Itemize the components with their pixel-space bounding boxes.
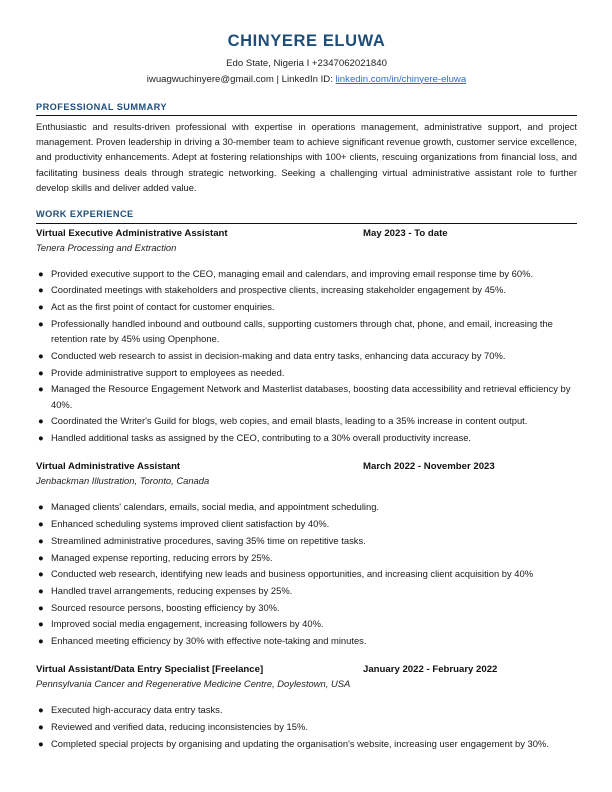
bullet-dot-icon: ● — [38, 534, 44, 546]
bullet-dot-icon: ● — [38, 366, 44, 378]
bullet-item — [36, 516, 577, 531]
bullet-dot-icon: ● — [38, 501, 44, 513]
bullet-item — [36, 365, 577, 380]
job-company: Jenbackman Illustration, Toronto, Canada — [36, 475, 210, 487]
bullet-text: Enhanced meeting efficiency by 30% with effective note-taking and minutes. — [51, 635, 367, 647]
bullet-dot-icon: ● — [38, 737, 44, 749]
bullet-text: Handled additional tasks as assigned by the CEO, contributing to a 30% overall productivity increase. — [51, 432, 472, 444]
bullet-item — [36, 600, 577, 615]
bullet-text: Handled travel arrangements, reducing expenses by 25%. — [51, 584, 293, 596]
bullet-dot-icon: ● — [38, 618, 44, 630]
work-experience-section — [36, 209, 577, 751]
job-entry — [36, 460, 577, 648]
job-title: Virtual Administrative Assistant — [36, 461, 181, 473]
bullet-item — [36, 316, 577, 346]
bullet-text: Completed special projects by organising and updating the organisation's website, increasing user engagement by 30%. — [51, 737, 549, 749]
job-title: Virtual Executive Administrative Assistant — [36, 227, 228, 239]
bullet-dot-icon: ● — [38, 518, 44, 530]
bullet-item — [36, 566, 577, 581]
job-bullet-list — [36, 499, 577, 648]
linkedin-link[interactable]: linkedin.com/in/chinyere-eluwa — [335, 73, 467, 85]
job-date: March 2022 - November 2023 — [363, 461, 495, 473]
bullet-item — [36, 299, 577, 314]
bullet-dot-icon: ● — [38, 721, 44, 733]
resume-header — [36, 32, 577, 88]
section-title-professional-summary: PROFESSIONAL SUMMARY — [36, 102, 577, 117]
bullet-text: Streamlined administrative procedures, saving 35% time on repetitive tasks. — [51, 534, 366, 546]
contact-email-linkedin — [36, 73, 577, 88]
bullet-dot-icon: ● — [38, 284, 44, 296]
bullet-item — [36, 348, 577, 363]
bullet-dot-icon: ● — [38, 635, 44, 647]
bullet-dot-icon: ● — [38, 601, 44, 613]
bullet-dot-icon: ● — [38, 584, 44, 596]
job-company: Pennsylvania Cancer and Regenerative Medicine Centre, Doylestown, USA — [36, 678, 351, 690]
linkedin-label: LinkedIn ID: — [281, 73, 333, 85]
job-date: May 2023 - To date — [363, 227, 448, 239]
bullet-item — [36, 702, 577, 717]
professional-summary-text: Enthusiastic and results-driven professional with expertise in operations management, administrative support, and project management. Proven leadership in driving a 30-member team to achieve significant revenue growth, customer service excellence, and productivity enhancements. Adept at fostering relationships with 100+ clients, rescuing organizations from financial loss, and facilitating business deals through strategic networking. Seeking a challenging virtual administrative assistant role to further develop skills and deliver added value. — [36, 121, 577, 193]
job-title: Virtual Assistant/Data Entry Specialist [Freelance] — [36, 664, 264, 676]
bullet-dot-icon: ● — [38, 551, 44, 563]
bullet-item — [36, 633, 577, 648]
bullet-item — [36, 616, 577, 631]
bullet-dot-icon: ● — [38, 568, 44, 580]
bullet-text: Sourced resource persons, boosting efficiency by 30%. — [51, 601, 280, 613]
bullet-text: Managed clients' calendars, emails, social media, and appointment scheduling. — [51, 501, 380, 513]
bullet-dot-icon: ● — [38, 383, 44, 395]
bullet-item — [36, 413, 577, 428]
bullet-text: Professionally handled inbound and outbound calls, supporting customers through chat, phone, and email, increasing the retention rate by 45% using Openphone. — [51, 317, 553, 345]
bullet-dot-icon: ● — [38, 432, 44, 444]
bullet-text: Act as the first point of contact for customer enquiries. — [51, 301, 275, 313]
contact-location-phone: Edo State, Nigeria I +2347062021840 — [226, 57, 387, 69]
email-text: iwuagwuchinyere@gmail.com — [146, 73, 274, 85]
bullet-text: Provide administrative support to employees as needed. — [51, 366, 285, 378]
bullet-item — [36, 533, 577, 548]
bullet-item — [36, 499, 577, 514]
job-header — [36, 227, 577, 241]
bullet-dot-icon: ● — [38, 349, 44, 361]
bullet-text: Enhanced scheduling systems improved client satisfaction by 40%. — [51, 518, 330, 530]
job-entry — [36, 227, 577, 446]
candidate-name: CHINYERE ELUWA — [227, 32, 386, 50]
bullet-text: Conducted web research to assist in decision-making and data entry tasks, enhancing data accuracy by 70%. — [51, 349, 506, 361]
bullet-item — [36, 430, 577, 445]
bullet-dot-icon: ● — [38, 267, 44, 279]
bullet-item — [36, 266, 577, 281]
bullet-text: Provided executive support to the CEO, managing email and calendars, and improving email response time by 60%. — [51, 267, 534, 279]
job-header — [36, 663, 577, 677]
bullet-text: Reviewed and verified data, reducing inconsistencies by 15%. — [51, 721, 308, 733]
job-bullet-list — [36, 266, 577, 446]
bullet-item — [36, 736, 577, 751]
bullet-item — [36, 719, 577, 734]
bullet-dot-icon: ● — [38, 415, 44, 427]
bullet-text: Executed high-accuracy data entry tasks. — [51, 704, 223, 716]
bullet-text: Coordinated meetings with stakeholders and prospective clients, increasing stakeholder engagement by 45%. — [51, 284, 506, 296]
bullet-text: Improved social media engagement, increasing followers by 40%. — [51, 618, 324, 630]
job-company: Tenera Processing and Extraction — [36, 241, 177, 253]
bullet-item — [36, 381, 577, 411]
bullet-text: Managed expense reporting, reducing errors by 25%. — [51, 551, 273, 563]
bullet-item — [36, 282, 577, 297]
contact-separator: | — [273, 73, 282, 85]
bullet-item — [36, 583, 577, 598]
section-title-work-experience: WORK EXPERIENCE — [36, 209, 577, 224]
job-header — [36, 460, 577, 474]
job-entry — [36, 663, 577, 751]
bullet-dot-icon: ● — [38, 301, 44, 313]
bullet-dot-icon: ● — [38, 704, 44, 716]
bullet-dot-icon: ● — [38, 317, 44, 329]
job-bullet-list — [36, 702, 577, 751]
bullet-item — [36, 550, 577, 565]
job-date: January 2022 - February 2022 — [363, 664, 498, 676]
bullet-text: Managed the Resource Engagement Network and Masterlist databases, boosting data accessibility and retrieval efficiency by 40%. — [51, 383, 571, 410]
bullet-text: Conducted web research, identifying new leads and business opportunities, and increasing client acquisition by 40% — [51, 568, 534, 580]
professional-summary-section — [36, 102, 577, 196]
bullet-text: Coordinated the Writer's Guild for blogs, web copies, and email blasts, leading to a 35% increase in content output. — [51, 415, 528, 427]
